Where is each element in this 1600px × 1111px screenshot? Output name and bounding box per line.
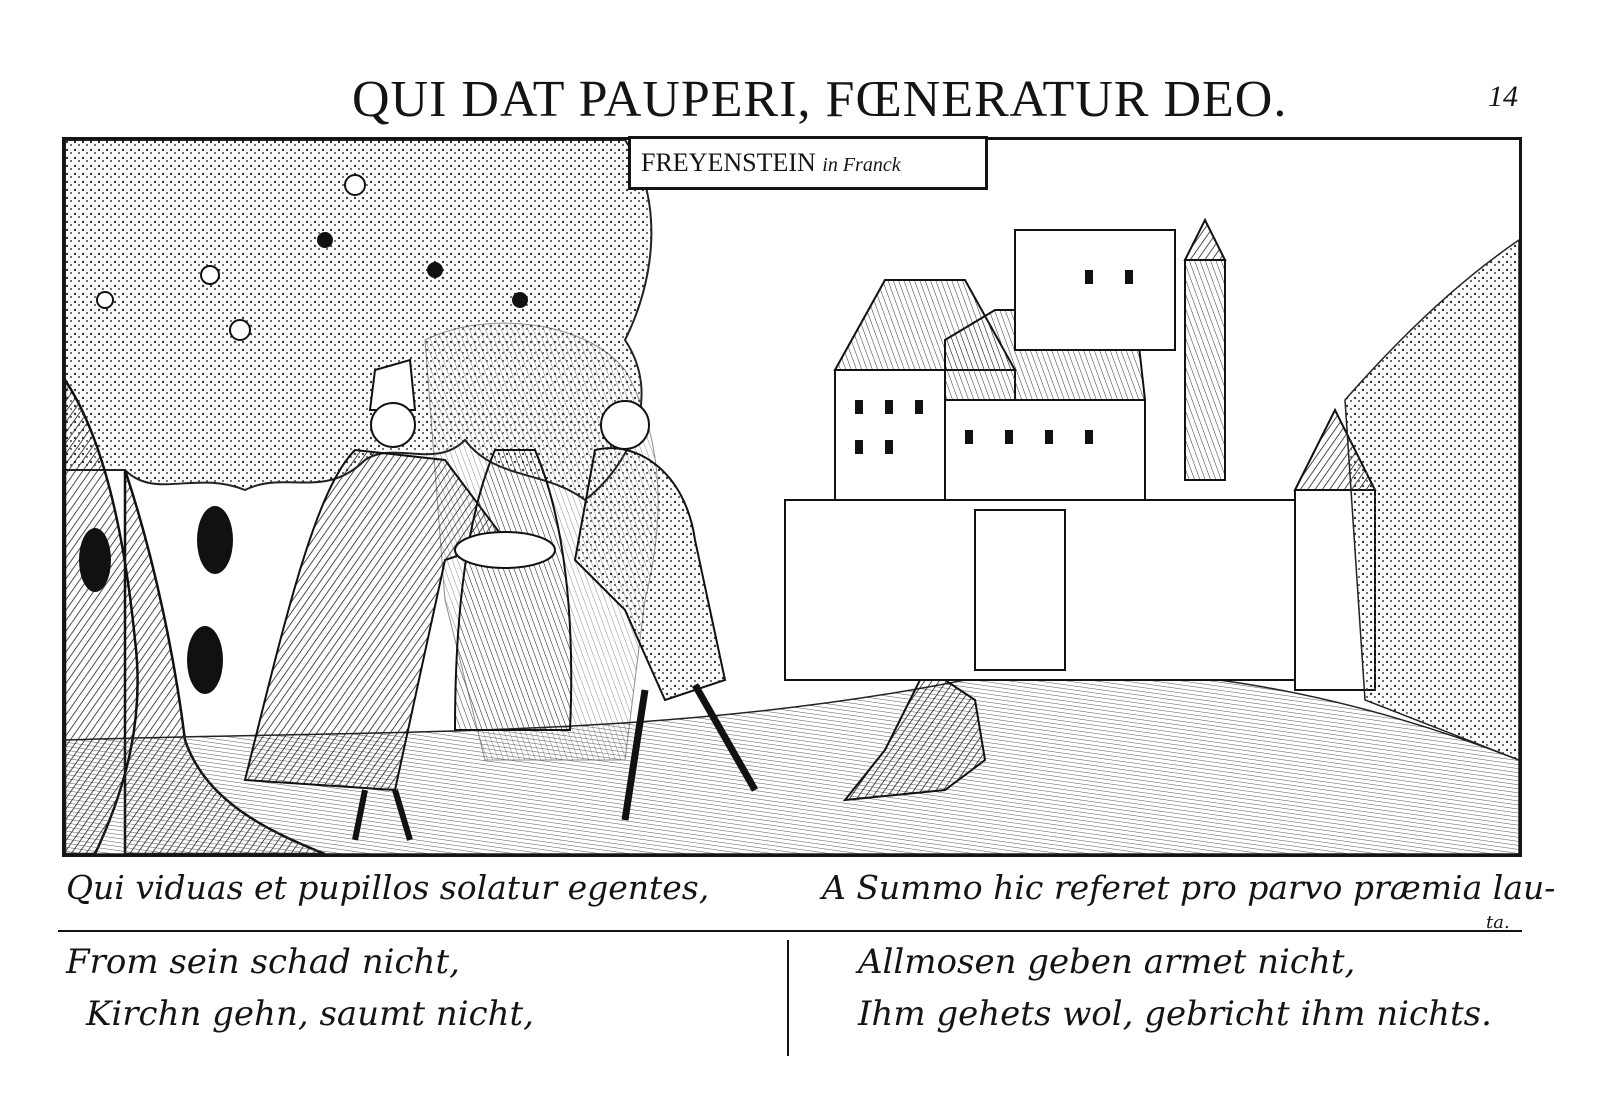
latin-verse-continuation: ta. (1486, 912, 1510, 933)
german-verse-right-line2: Ihm gehets wol, gebricht ihm nichts. (858, 994, 1492, 1034)
place-label-cartouche (628, 136, 988, 190)
latin-verse-left: Qui viduas et pupillos solatur egentes, (66, 868, 710, 907)
german-verse-right-line1: Allmosen geben armet nicht, (858, 942, 1356, 982)
horizontal-rule (58, 930, 1522, 932)
german-verse-left-line2: Kirchn gehn, saumt nicht, (86, 994, 534, 1034)
castle (785, 220, 1375, 690)
place-label-main: FREYENSTEIN (641, 148, 816, 177)
vertical-divider (787, 940, 789, 1056)
latin-verse-right: A Summo hic referet pro parvo præmia lau- (822, 868, 1556, 907)
german-verse-left-line1: From sein schad nicht, (66, 942, 460, 982)
place-label-small: in Franck (822, 154, 901, 176)
hillside (1345, 240, 1519, 760)
engraving-image (62, 137, 1522, 857)
bread-loaf (455, 532, 555, 568)
motto-heading: QUI DAT PAUPERI, FŒNERATUR DEO. (352, 71, 1288, 128)
page-number: 14 (1488, 80, 1518, 113)
